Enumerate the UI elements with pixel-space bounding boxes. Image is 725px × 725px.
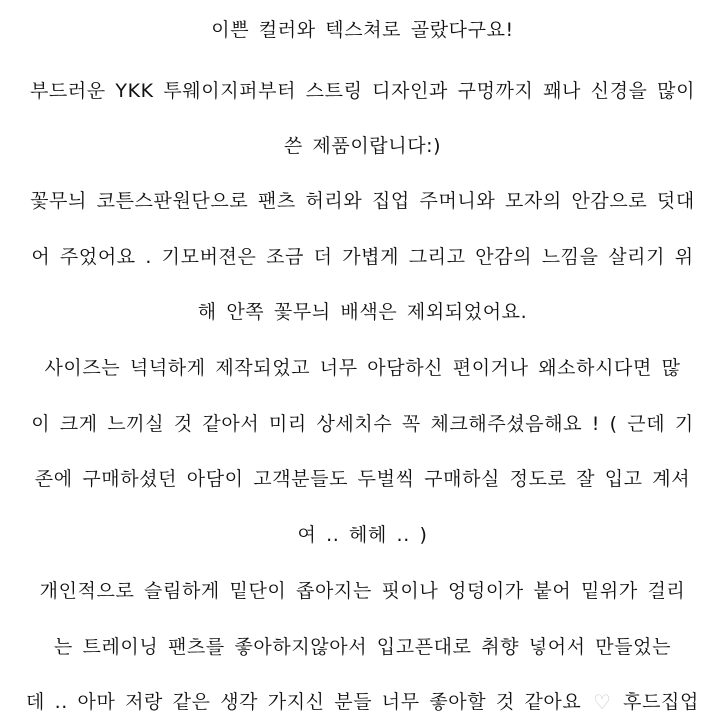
text-line-12: 는 트레이닝 팬츠를 좋아하지않아서 입고픈대로 취향 넣어서 만들었는 [53, 636, 672, 658]
text-line-5: 어 주었어요 . 기모버젼은 조금 더 가볍게 그리고 안감의 느낌을 살리기 위 [31, 246, 694, 268]
text-line-6: 해 안쪽 꽃무늬 배색은 제외되었어요. [197, 301, 528, 323]
text-line-10: 여 .. 헤헤 .. ) [297, 524, 428, 546]
white-heart-icon: ♡ [592, 690, 612, 714]
text-line-8: 이 크게 느끼실 것 같아서 미리 상세치수 꼭 체크해주셨음해요 ! ( 근데 기 [31, 413, 694, 435]
text-line-13-tail: 후드집업 [623, 691, 699, 713]
text-line-2: 부드러운 YKK 투웨이지퍼부터 스트링 디자인과 구멍까지 꽤나 신경을 많이 [29, 80, 696, 102]
text-line-3: 쓴 제품이랍니다:) [283, 135, 442, 157]
text-line-13-text: 데 .. 아마 저랑 같은 생각 가지신 분들 너무 좋아할 것 같아요 [26, 691, 582, 713]
text-line-13 [0, 688, 725, 716]
text-line-4: 꽃무늬 코튼스판원단으로 팬츠 허리와 집업 주머니와 모자의 안감으로 덧대 [30, 190, 695, 212]
text-line-9: 존에 구매하셨던 아담이 고객분들도 두벌씩 구매하실 정도로 잘 입고 계셔 [34, 468, 691, 490]
text-line-1: 이쁜 컬러와 텍스쳐로 골랐다구요! [211, 19, 514, 41]
text-line-7: 사이즈는 넉넉하게 제작되었고 너무 아담하신 편이거나 왜소하시다면 많 [44, 357, 681, 379]
text-line-11: 개인적으로 슬림하게 밑단이 좁아지는 핏이나 엉덩이가 붙어 밑위가 걸리 [39, 580, 686, 602]
